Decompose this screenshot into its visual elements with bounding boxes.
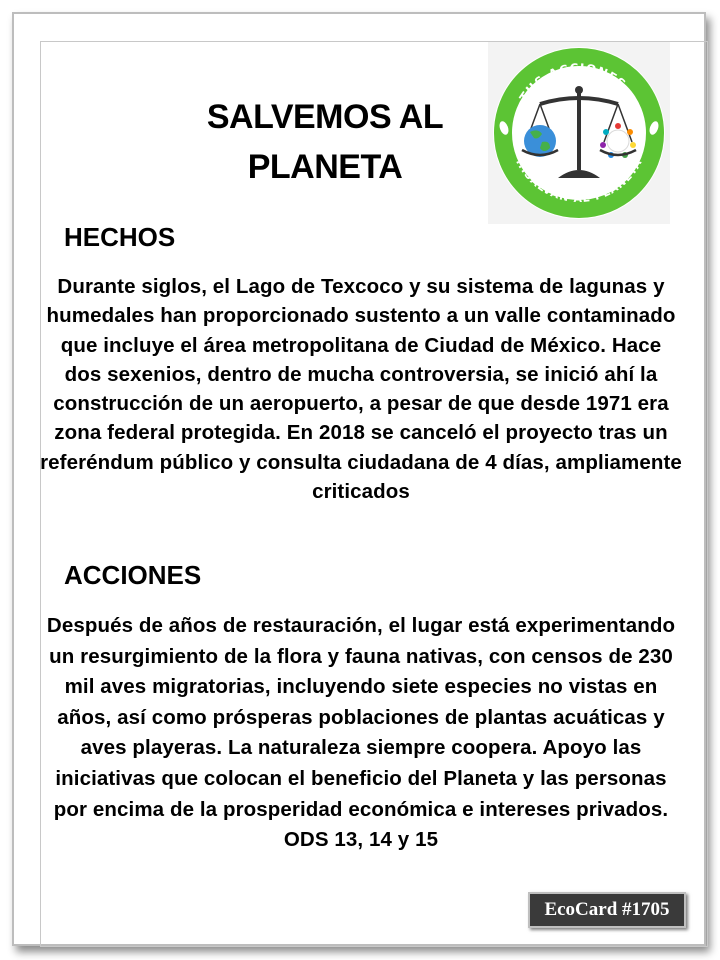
logo-bottom-text: ...SALVAN AL PLANETA [513, 156, 645, 206]
facts-heading: HECHOS [64, 222, 176, 252]
facts-paragraph: Durante siglos, el Lago de Texcoco y su sistema de lagunas y humedales han proporcionado sustento a un valle contaminado que incluye el área metropolitana de Ciudad de México. Hace dos sexenios, dentro de mucha controversia, se inició ahí la construcción de un aeropuerto, a pesar de que desde 1971 era zona federal protegida. En 2018 se canceló el proyecto tras un referéndum público y consulta ciudadana de 4 días, ampliamente criticados [40, 275, 682, 504]
page-title: SALVEMOS AL PLANETA [206, 98, 444, 186]
logo-icon [488, 42, 670, 224]
ecocard-badge: EcoCard #1705 [528, 892, 686, 928]
logo-top-text: TUS ACCIONES... [516, 60, 642, 105]
actions-paragraph: Después de años de restauración, el lugar está experimentando un resurgimiento de la flora y fauna nativas, con censos de 230 mil aves migratorias, incluyendo siete especies no vistas en años, así como prósperas poblaciones de plantas acuáticas y aves playeras. La naturaleza siempre coopera. Apoyo las iniciativas que colocan el beneficio del Planeta y las personas por encima de la prosperidad económica e intereses privados. ODS 13, 14 y 15 [46, 614, 676, 852]
actions-heading: ACCIONES [64, 560, 202, 590]
